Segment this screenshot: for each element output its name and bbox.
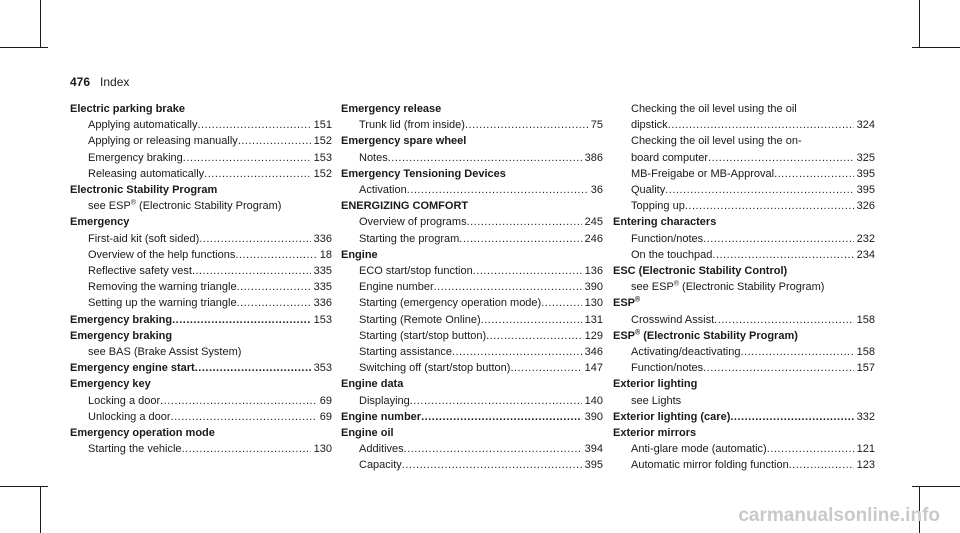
index-subentry[interactable] xyxy=(341,117,603,133)
index-subentry[interactable] xyxy=(613,457,875,473)
page-ref: 324 xyxy=(856,119,875,132)
crop-mark xyxy=(40,486,41,533)
index-subentry[interactable] xyxy=(613,182,875,198)
index-entry xyxy=(613,133,875,214)
index-entry xyxy=(613,214,875,263)
heading-text: Electric parking brake xyxy=(70,103,185,115)
leader-dots xyxy=(481,312,582,328)
heading-text: Exterior mirrors xyxy=(613,427,697,440)
subentry-label: Engine number xyxy=(359,281,434,294)
subentry-label: Displaying xyxy=(359,394,410,407)
subentry-label: Automatic mirror folding function xyxy=(631,459,789,472)
index-subentry[interactable] xyxy=(613,312,875,328)
subentry-label: Starting (start/stop button) xyxy=(359,329,487,342)
subentry-label: Anti-glare mode (automatic) xyxy=(631,443,767,456)
index-entry xyxy=(341,198,603,247)
subentry-label: Starting (Remote Online) xyxy=(359,313,481,326)
leader-dots xyxy=(708,150,854,166)
index-subentry[interactable] xyxy=(613,441,875,457)
index-heading: Exterior lighting (care) xyxy=(613,410,731,423)
index-heading xyxy=(613,425,875,441)
index-heading xyxy=(70,214,332,230)
page-ref: 395 xyxy=(584,459,603,472)
page-ref: 332 xyxy=(856,410,875,423)
heading-text: Entering characters xyxy=(613,216,717,229)
index-subentry[interactable] xyxy=(70,166,332,182)
subentry-label: ECO start/stop function xyxy=(359,265,473,278)
leader-dots xyxy=(685,198,854,214)
index-entry xyxy=(70,360,332,376)
leader-dots xyxy=(486,328,581,344)
index-entry xyxy=(70,328,332,360)
index-heading xyxy=(613,263,875,279)
heading-text: Exterior lighting xyxy=(613,378,698,391)
leader-dots xyxy=(197,117,310,133)
subentry-label: First-aid kit (soft sided) xyxy=(88,232,200,245)
index-heading xyxy=(70,376,332,392)
index-entry xyxy=(613,263,875,295)
page-ref: 246 xyxy=(584,232,603,245)
leader-dots xyxy=(172,312,311,328)
subentry-label: Additives xyxy=(359,443,404,456)
leader-dots xyxy=(407,182,588,198)
see-text: see BAS (Brake Assist System) xyxy=(88,346,242,359)
subentry-label: Starting (emergency operation mode) xyxy=(359,297,542,310)
leader-dots xyxy=(402,457,582,473)
leader-dots xyxy=(465,117,588,133)
leader-dots xyxy=(703,360,853,376)
subentry-label: MB-Freigabe or MB-Approval xyxy=(631,167,775,180)
see-text: see Lights xyxy=(631,394,682,407)
index-subentry[interactable] xyxy=(341,295,603,311)
subentry-label: Function/notes xyxy=(631,362,704,375)
subentry-label: Releasing automatically xyxy=(88,167,205,180)
page-ref: 36 xyxy=(590,184,603,197)
page-ref: 335 xyxy=(313,265,332,278)
leader-dots xyxy=(237,279,311,295)
subentry-label: Quality xyxy=(631,184,666,197)
heading-text: Engine data xyxy=(341,378,404,391)
subentry-label: Switching off (start/stop button) xyxy=(359,362,511,375)
index-entry xyxy=(70,101,332,182)
heading-suffix: (Electronic Stability Program) xyxy=(640,329,798,342)
index-entry xyxy=(341,425,603,474)
crop-mark xyxy=(40,0,41,48)
page-ref: 336 xyxy=(313,297,332,310)
index-heading: Engine number xyxy=(341,410,422,423)
page-ref: 129 xyxy=(584,329,603,342)
index-heading-row[interactable] xyxy=(70,360,332,376)
leader-dots xyxy=(467,214,582,230)
index-subentry[interactable] xyxy=(613,150,875,166)
subentry-label: Topping up xyxy=(631,200,685,213)
index-heading xyxy=(341,198,603,214)
page-ref: 136 xyxy=(584,265,603,278)
subentry-text: Checking the oil level using the oil xyxy=(631,103,797,115)
leader-dots xyxy=(199,231,310,247)
leader-dots xyxy=(183,150,311,166)
subentry-label: Locking a door xyxy=(88,394,161,407)
subentry-label: On the touchpad xyxy=(631,248,713,261)
index-subentry[interactable] xyxy=(341,214,603,230)
leader-dots xyxy=(235,247,316,263)
heading-text: ESP xyxy=(613,329,636,342)
index-subentry[interactable] xyxy=(613,117,875,133)
index-entry xyxy=(613,328,875,377)
page-ref: 152 xyxy=(313,135,332,148)
index-subentry[interactable] xyxy=(70,441,332,457)
leader-dots xyxy=(712,247,853,263)
index-subentry[interactable] xyxy=(341,328,603,344)
index-subentry[interactable] xyxy=(70,263,332,279)
index-entry xyxy=(613,409,875,425)
subentry-label: Applying automatically xyxy=(88,119,198,132)
subentry-label: Notes xyxy=(359,151,388,164)
heading-text: Emergency braking xyxy=(70,329,173,342)
leader-dots xyxy=(668,117,854,133)
crop-mark xyxy=(0,47,48,48)
subentry-label: Trunk lid (from inside) xyxy=(359,119,465,132)
index-subentry[interactable] xyxy=(341,279,603,295)
index-subentry[interactable] xyxy=(70,247,332,263)
index-entry xyxy=(341,101,603,133)
index-subentry[interactable] xyxy=(613,247,875,263)
crop-mark xyxy=(919,0,920,48)
crop-mark xyxy=(912,47,960,48)
see-reference[interactable] xyxy=(613,393,875,409)
heading-text: Electronic Stability Program xyxy=(70,184,218,197)
index-subentry[interactable] xyxy=(341,263,603,279)
page-ref: 325 xyxy=(856,151,875,164)
leader-dots xyxy=(410,393,582,409)
heading-text: Engine xyxy=(341,248,378,261)
crop-mark xyxy=(0,486,48,487)
leader-dots xyxy=(404,441,582,457)
page-ref: 130 xyxy=(313,443,332,456)
subentry-label: Overview of the help functions xyxy=(88,248,236,261)
index-heading xyxy=(341,425,603,441)
index-subentry[interactable] xyxy=(341,441,603,457)
leader-dots xyxy=(160,393,317,409)
page-ref: 336 xyxy=(313,232,332,245)
page-ref: 158 xyxy=(856,313,875,326)
index-subentry[interactable] xyxy=(70,295,332,311)
heading-text: Emergency Tensioning Devices xyxy=(341,167,506,180)
leader-dots xyxy=(171,409,317,425)
index-subentry[interactable] xyxy=(70,393,332,409)
see-suffix: (Electronic Stability Program) xyxy=(135,200,282,213)
index-subentry[interactable] xyxy=(341,150,603,166)
see-reference[interactable] xyxy=(613,279,875,295)
index-heading-row[interactable] xyxy=(613,409,875,425)
index-subentry[interactable] xyxy=(70,231,332,247)
leader-dots xyxy=(238,133,311,149)
subentry-label: Reflective safety vest xyxy=(88,265,192,278)
leader-dots xyxy=(182,441,311,457)
crop-mark xyxy=(912,486,960,487)
index-subentry[interactable] xyxy=(70,117,332,133)
leader-dots xyxy=(421,409,582,425)
subentry-label: Removing the warning triangle xyxy=(88,281,237,294)
leader-dots xyxy=(789,457,854,473)
index-heading xyxy=(341,133,603,149)
index-heading xyxy=(70,182,332,198)
page-ref: 151 xyxy=(313,119,332,132)
subentry-label: board computer xyxy=(631,151,709,164)
subentry-label: Starting assistance xyxy=(359,346,452,359)
watermark: carmanualsonline.info xyxy=(738,505,940,526)
subentry-label: Starting the program xyxy=(359,232,460,245)
page-ref: 390 xyxy=(584,281,603,294)
page-number: 476 xyxy=(70,75,91,89)
page-ref: 158 xyxy=(856,346,875,359)
leader-dots xyxy=(452,344,582,360)
index-column-3 xyxy=(613,101,875,474)
page-ref: 390 xyxy=(584,410,603,423)
heading-text: ESC (Electronic Stability Control) xyxy=(613,265,788,278)
index-heading xyxy=(341,166,603,182)
index-entry xyxy=(613,425,875,474)
index-subentry[interactable] xyxy=(613,231,875,247)
page-ref: 346 xyxy=(584,346,603,359)
see-reference[interactable] xyxy=(70,344,332,360)
subentry-label: Setting up the warning triangle xyxy=(88,297,237,310)
page-ref: 140 xyxy=(584,394,603,407)
page-ref: 394 xyxy=(584,443,603,456)
index-subentry[interactable] xyxy=(70,409,332,425)
heading-text: Emergency xyxy=(70,216,130,229)
index-heading xyxy=(341,101,603,117)
heading-text: Emergency release xyxy=(341,103,442,115)
page-ref: 69 xyxy=(319,410,332,423)
index-entry xyxy=(341,409,603,425)
page-ref: 326 xyxy=(856,200,875,213)
see-text: see ESP xyxy=(88,200,131,213)
leader-dots xyxy=(740,344,853,360)
page-ref: 18 xyxy=(319,248,332,261)
index-subentry[interactable] xyxy=(70,133,332,149)
subentry-label: Overview of programs xyxy=(359,216,467,229)
index-entry xyxy=(70,425,332,457)
leader-dots xyxy=(204,166,310,182)
index-subentry[interactable] xyxy=(613,166,875,182)
leader-dots xyxy=(388,150,582,166)
see-reference[interactable] xyxy=(70,198,332,214)
index-heading: Emergency engine start xyxy=(70,362,195,375)
index-heading xyxy=(341,376,603,392)
page-ref: 153 xyxy=(313,313,332,326)
see-suffix: (Electronic Stability Program) xyxy=(678,281,825,294)
index-entry xyxy=(341,166,603,198)
see-text: see ESP xyxy=(631,281,674,294)
leader-dots xyxy=(237,295,311,311)
index-subentry[interactable] xyxy=(613,198,875,214)
page-ref: 75 xyxy=(590,119,603,132)
subentry-label: Function/notes xyxy=(631,232,704,245)
index-entry xyxy=(341,376,603,408)
index-subentry[interactable] xyxy=(341,182,603,198)
index-heading-row[interactable] xyxy=(341,409,603,425)
subentry-label: Unlocking a door xyxy=(88,410,171,423)
leader-dots xyxy=(774,166,854,182)
index-entry xyxy=(341,247,603,377)
leader-dots xyxy=(665,182,853,198)
index-entry xyxy=(613,295,875,327)
leader-dots xyxy=(192,263,311,279)
leader-dots xyxy=(195,360,311,376)
index-heading xyxy=(70,328,332,344)
subentry-label: Capacity xyxy=(359,459,402,472)
subentry-label: Emergency braking xyxy=(88,151,183,164)
page-ref: 245 xyxy=(584,216,603,229)
index-entry xyxy=(70,182,332,214)
index-subentry[interactable] xyxy=(341,393,603,409)
index-entry xyxy=(70,214,332,311)
index-subentry[interactable] xyxy=(341,344,603,360)
page-header xyxy=(70,75,129,89)
leader-dots xyxy=(730,409,853,425)
leader-dots xyxy=(703,231,853,247)
subentry-label: Activating/deactivating xyxy=(631,346,741,359)
index-heading xyxy=(613,295,875,311)
index-entry xyxy=(613,101,875,133)
index-entry xyxy=(341,133,603,165)
index-subentry[interactable] xyxy=(613,344,875,360)
page-ref: 386 xyxy=(584,151,603,164)
page-ref: 232 xyxy=(856,232,875,245)
index-subentry[interactable] xyxy=(613,360,875,376)
subentry-label: Activation xyxy=(359,184,407,197)
index-subentry[interactable] xyxy=(70,279,332,295)
leader-dots xyxy=(714,312,854,328)
heading-text: ESP xyxy=(613,297,636,310)
index-subentry[interactable] xyxy=(70,150,332,166)
index-subentry[interactable] xyxy=(341,231,603,247)
page-ref: 395 xyxy=(856,167,875,180)
page-ref: 153 xyxy=(313,151,332,164)
index-heading xyxy=(341,247,603,263)
page-ref: 130 xyxy=(584,297,603,310)
registered-mark: ® xyxy=(130,199,136,207)
page-ref: 395 xyxy=(856,184,875,197)
index-subentry[interactable] xyxy=(341,312,603,328)
index-entry xyxy=(613,376,875,408)
index-heading-row[interactable] xyxy=(70,312,332,328)
heading-text: Engine oil xyxy=(341,427,394,440)
leader-dots xyxy=(473,263,582,279)
index-heading: Emergency braking xyxy=(70,313,173,326)
leader-dots xyxy=(510,360,581,376)
section-title: Index xyxy=(100,75,130,89)
index-subentry[interactable] xyxy=(341,360,603,376)
page-ref: 152 xyxy=(313,167,332,180)
index-heading xyxy=(70,425,332,441)
leader-dots xyxy=(767,441,854,457)
heading-text: Emergency spare wheel xyxy=(341,135,467,148)
page-ref: 353 xyxy=(313,362,332,375)
index-subentry[interactable] xyxy=(341,457,603,473)
index-column-1 xyxy=(70,101,332,457)
index-heading xyxy=(613,214,875,230)
page-ref: 131 xyxy=(584,313,603,326)
registered-mark: ® xyxy=(635,296,641,304)
page-ref: 234 xyxy=(856,248,875,261)
page-ref: 123 xyxy=(856,459,875,472)
page-ref: 157 xyxy=(856,362,875,375)
heading-text: Emergency key xyxy=(70,378,151,391)
page-ref: 147 xyxy=(584,362,603,375)
heading-text: ENERGIZING COMFORT xyxy=(341,200,469,213)
leader-dots xyxy=(434,279,582,295)
subentry-label: Applying or releasing manually xyxy=(88,135,238,148)
index-column-2 xyxy=(341,101,603,474)
index-heading xyxy=(613,376,875,392)
page-ref: 69 xyxy=(319,394,332,407)
subentry-text: Checking the oil level using the on- xyxy=(631,135,802,148)
subentry-label: dipstick xyxy=(631,119,668,132)
subentry-label: Crosswind Assist xyxy=(631,313,715,326)
leader-dots xyxy=(541,295,581,311)
registered-mark: ® xyxy=(673,280,679,288)
registered-mark: ® xyxy=(635,329,641,337)
index-heading xyxy=(613,328,875,344)
index-heading xyxy=(70,101,332,117)
index-entry xyxy=(70,376,332,425)
heading-text: Emergency operation mode xyxy=(70,427,215,440)
page-ref: 121 xyxy=(856,443,875,456)
subentry-label: Starting the vehicle xyxy=(88,443,182,456)
page-ref: 335 xyxy=(313,281,332,294)
leader-dots xyxy=(459,231,581,247)
index-entry xyxy=(70,312,332,328)
